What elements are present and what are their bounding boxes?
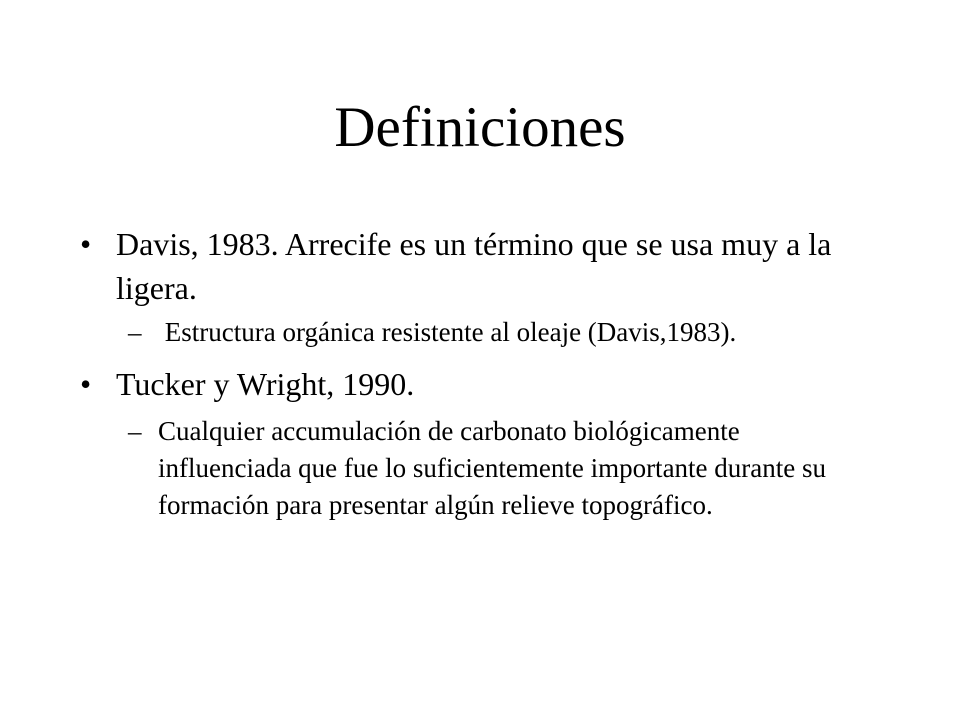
dash-marker: – [128,317,142,347]
slide-title: Definiciones [334,96,626,159]
bullet-tucker-wright [80,362,856,406]
bullet-text: Tucker y Wright, 1990. [116,366,415,402]
bullet-davis [80,222,856,310]
bullet-marker: • [80,226,92,262]
sub-bullet-tucker-wright [128,413,878,524]
bullet-marker: • [80,366,92,402]
bullet-text: Davis, 1983. Arrecife es un término que se usa muy a la ligera. [116,226,832,306]
sub-bullet-text: Estructura orgánica resistente al oleaje (Davis,1983). [158,317,737,347]
sub-bullet-davis [128,314,878,351]
sub-bullet-text: Cualquier accumulación de carbonato biológicamente influenciada que fue lo suficientemente importante durante su formación para presentar algún relieve topográfico. [158,416,826,520]
dash-marker: – [128,416,142,446]
